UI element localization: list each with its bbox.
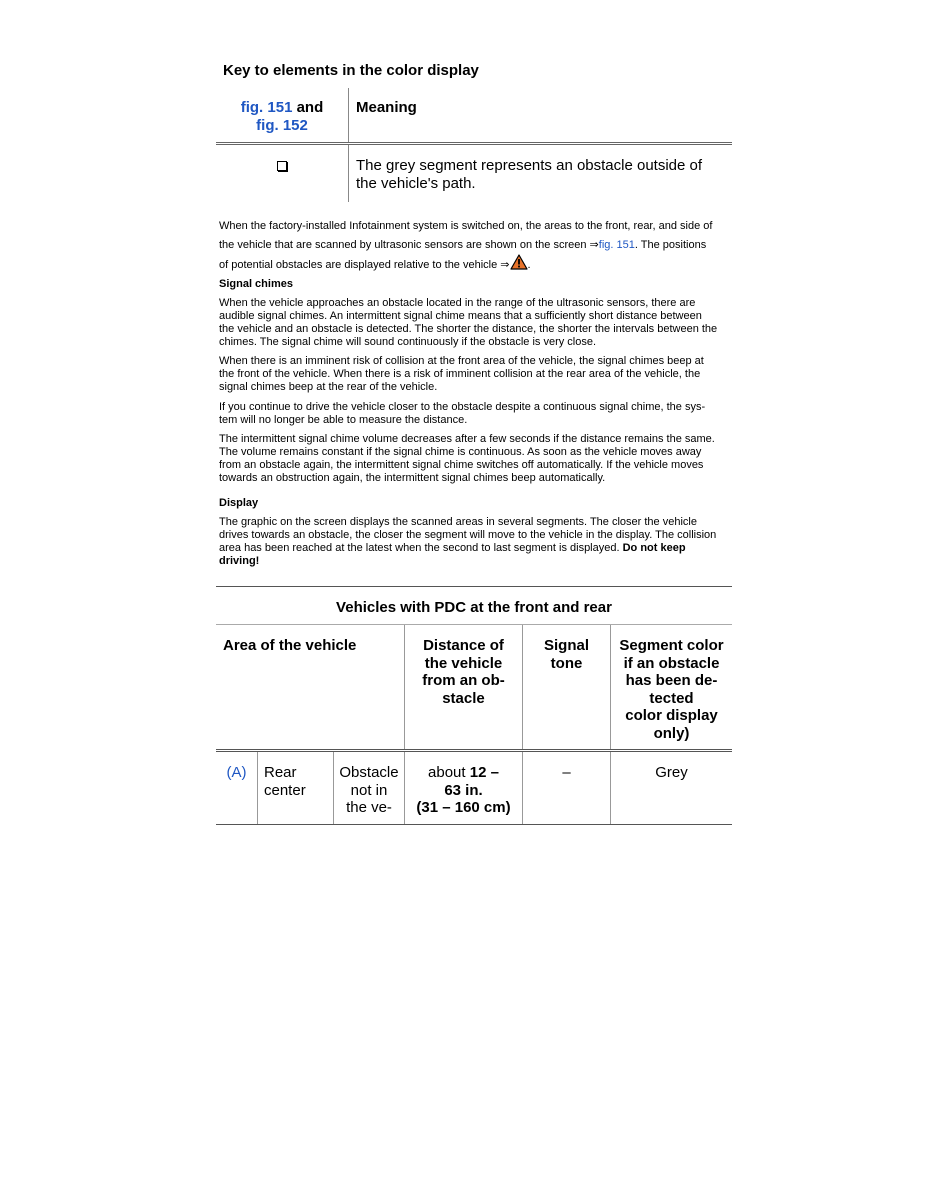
signal-chimes-paragraph-4 [219, 433, 735, 485]
intro-line2a: the vehicle that are scanned by ultrasonic sensors are shown on the screen ⇒ [219, 238, 599, 251]
text-line: the front of the vehicle. When there is a risk of imminent collision at the rear area of the vehicle, the [219, 368, 701, 380]
header-line: Signal [543, 637, 589, 654]
warning-triangle-icon[interactable] [510, 254, 528, 270]
cell-line: (31 – 160 cm) [416, 799, 511, 816]
row-distance [404, 752, 522, 824]
fig-152-link[interactable]: fig. 152 [256, 117, 308, 134]
intro-paragraph [219, 217, 735, 275]
text-line: The graphic on the screen displays the scanned areas in several segments. The closer the vehicle [219, 516, 697, 528]
header-line: stacle [442, 689, 485, 707]
header-line: color display [625, 707, 718, 724]
header-signal-tone [522, 625, 610, 749]
row-location [257, 752, 333, 824]
text-line: audible signal chimes. An intermittent signal chime means that a sufficiently short distance between [219, 310, 702, 322]
display-heading: Display [219, 497, 259, 509]
key-row-meaning-line2: the vehicle's path. [356, 175, 476, 192]
fig-151-link[interactable]: fig. 151 [240, 99, 293, 116]
header-distance [404, 625, 522, 749]
cell-line: not in [350, 781, 388, 799]
text-line: area has been reached at the latest when the second to last segment is displayed. [219, 542, 623, 554]
header-line: the vehicle [424, 654, 503, 672]
signal-chimes-heading: Signal chimes [219, 278, 293, 290]
key-header-meaning: Meaning [348, 88, 732, 142]
cell-line: 63 in. [444, 781, 483, 799]
pdc-table [216, 586, 732, 825]
key-header-and: and [296, 99, 324, 116]
text-line: from an obstacle again, the intermittent signal chime switches off automatically. If the vehicle moves [219, 459, 704, 471]
text-line: The intermittent signal chime volume decreases after a few seconds if the distance remains the same. [219, 433, 715, 445]
cell-line: the ve- [346, 799, 392, 816]
signal-chimes-paragraph-1 [219, 297, 735, 349]
signal-chimes-paragraph-3 [219, 401, 735, 427]
key-table-row [216, 145, 732, 202]
key-table [216, 88, 732, 202]
header-line: tected [649, 689, 694, 707]
key-row-symbol [216, 145, 348, 202]
header-area: Area of the vehicle [223, 637, 357, 654]
text-line: If you continue to drive the vehicle closer to the obstacle despite a continuous signal chime, the sys- [219, 401, 706, 413]
cell-line: 12 – [469, 764, 499, 781]
header-line: from an ob- [422, 672, 505, 689]
text-line: tem will no longer be able to measure the distance. [219, 414, 468, 426]
text-line: the vehicle and an obstacle is detected. The shorter the distance, the shorter the intervals between the [219, 323, 718, 335]
header-line: Segment color [619, 637, 724, 654]
key-row-meaning-line1: The grey segment represents an obstacle outside of [356, 157, 703, 174]
cell-line: about [428, 764, 470, 781]
text-line: chimes. The signal chime will sound continuously if the obstacle is very close. [219, 336, 597, 348]
warning-text: driving! [219, 555, 260, 567]
square-outline-icon [277, 161, 287, 171]
row-label-a[interactable]: (A) [226, 764, 247, 781]
cell-line: center [264, 781, 306, 799]
pdc-table-header [216, 625, 732, 749]
pdc-table-caption: Vehicles with PDC at the front and rear [216, 587, 732, 625]
header-line: if an obstacle [623, 654, 720, 672]
text-line: The volume remains constant if the signal chime is continuous. As soon as the vehicle moves away [219, 446, 702, 458]
row-obstacle [333, 752, 404, 824]
header-line: tone [550, 654, 583, 672]
intro-line1: When the factory-installed Infotainment system is switched on, the areas to the front, rear, and side of [219, 220, 713, 232]
warning-text: Do not keep [622, 542, 686, 554]
text-line: drives towards an obstacle, the closer the segment will move to the vehicle in the display. The collision [219, 529, 717, 541]
key-row-meaning [348, 145, 732, 202]
header-line: only) [653, 724, 690, 742]
text-line: When the vehicle approaches an obstacle located in the range of the ultrasonic sensors, there are [219, 297, 696, 309]
table-row [216, 752, 732, 825]
text-line: towards an obstruction again, the intermittent signal chimes beep automatically. [219, 472, 606, 484]
cell-line: Obstacle [339, 764, 399, 781]
text-line: signal chimes beep at the rear of the vehicle. [219, 381, 438, 393]
cell-line: Rear [264, 764, 297, 781]
key-header-figures [216, 88, 348, 142]
fig-151-ref-link[interactable]: fig. 151 [598, 238, 635, 251]
header-line: has been de- [625, 672, 718, 689]
row-segment-color: Grey [610, 752, 732, 824]
display-paragraph [219, 516, 735, 568]
intro-line3b: . [527, 259, 531, 271]
header-segment-color [610, 625, 732, 749]
key-table-header [216, 88, 732, 142]
intro-line3a: of potential obstacles are displayed relative to the vehicle ⇒ [219, 259, 510, 271]
signal-chimes-paragraph-2 [219, 355, 735, 394]
header-line: Distance of [423, 637, 504, 654]
row-signal-tone: – [522, 752, 610, 824]
key-title: Key to elements in the color display [223, 62, 479, 79]
intro-line2b: . The positions [634, 238, 707, 251]
text-line: When there is an imminent risk of collision at the front area of the vehicle, the signal chimes beep at [219, 355, 704, 367]
